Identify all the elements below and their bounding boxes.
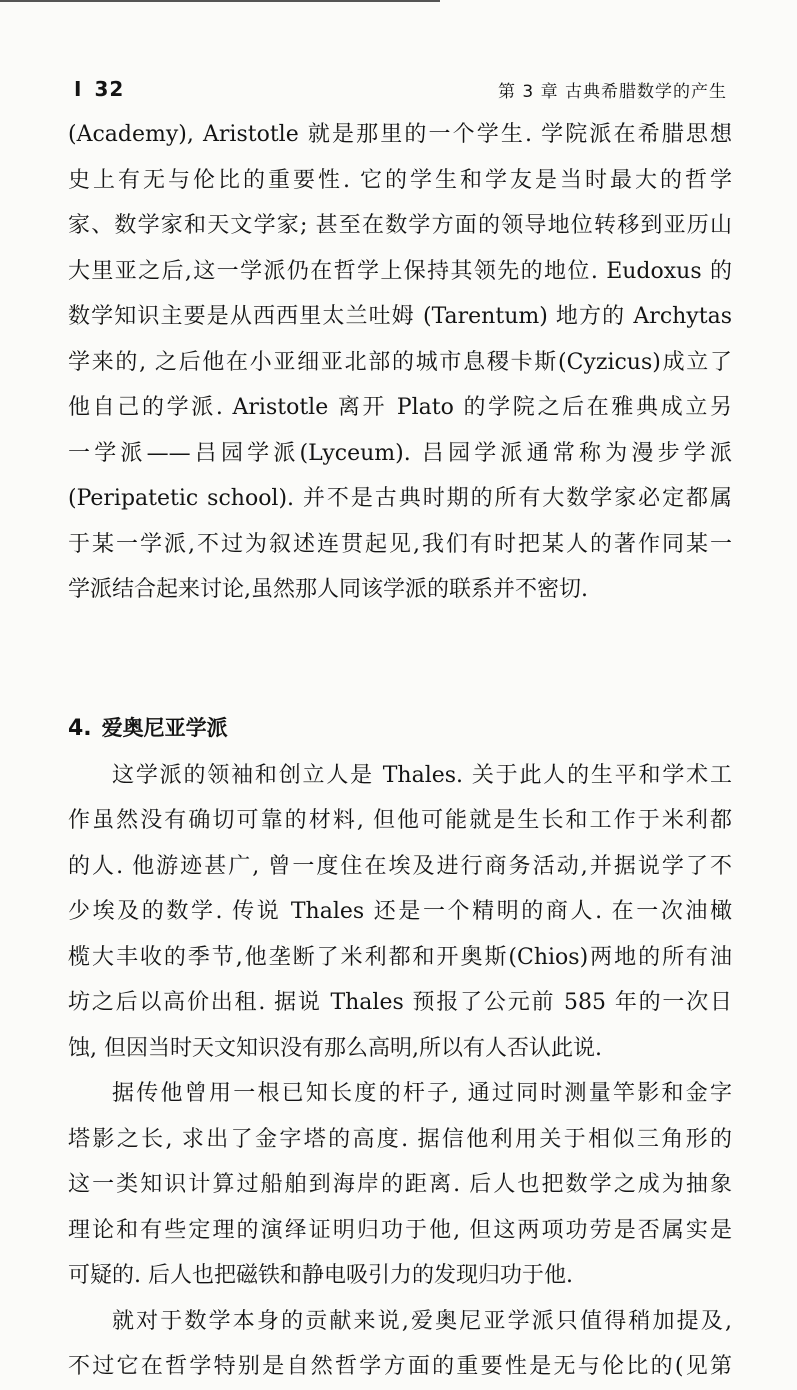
text-line: 这学派的领袖和创立人是 Thales. 关于此人的生平和学术工 [112,762,732,788]
text-line: 坊之后以高价出租. 据说 Thales 预报了公元前 585 年的一次日 [68,990,732,1015]
section-heading [68,703,732,753]
section-title: 爱奥尼亚学派 [101,715,228,740]
page-number-value: 32 [94,77,125,101]
section-number: 4. [68,715,92,741]
text-line: 学来的, 之后他在小亚细亚北部的城市息稷卡斯(Cyzicus)成立了 [68,349,732,375]
text-line: 榄大丰收的季节,他垄断了米利都和开奥斯(Chios)两地的所有油 [68,944,732,970]
top-rule [0,0,440,2]
text-line: (Academy), Aristotle 就是那里的一个学生. 学院派在希腊思想 [68,122,732,147]
paragraph-academy [68,112,732,613]
page-mark: I [74,77,83,101]
text-line: 蚀, 但因当时天文知识没有那么高明,所以有人否认此说. [68,1035,602,1061]
text-line: 作虽然没有确切可靠的材料, 但他可能就是生长和工作于米利都 [68,808,732,833]
text-line: 于某一学派,不过为叙述连贯起见,我们有时把某人的著作同某一 [68,531,732,557]
page-body [68,112,732,1390]
text-line: (Peripatetic school). 并不是古典时期的所有大数学家必定都属 [68,486,732,511]
text-line: 这一类知识计算过船舶到海岸的距离. 后人也把数学之成为抽象 [68,1172,732,1197]
text-line: 大里亚之后,这一学派仍在哲学上保持其领先的地位. Eudoxus 的 [68,258,732,284]
paragraph-pyramid [68,1071,732,1299]
paragraph-contribution [68,1299,732,1390]
text-line: 可疑的. 后人也把磁铁和静电吸引力的发现归功于他. [68,1263,573,1288]
text-line: 据传他曾用一根已知长度的杆子, 通过同时测量竿影和金字 [112,1081,732,1106]
paragraph-thales [68,753,732,1072]
text-line: 学派结合起来讨论,虽然那人同该学派的联系并不密切. [68,577,588,602]
text-line: 塔影之长, 求出了金字塔的高度. 据信他利用关于相似三角形的 [68,1126,732,1152]
section-gap [68,613,732,703]
page-number [74,77,124,101]
chapter-title: 第 3 章 古典希腊数学的产生 [497,81,727,102]
text-line: 家、数学家和天文学家; 甚至在数学方面的领导地位转移到亚历山 [68,213,732,238]
text-line: 就对于数学本身的贡献来说,爱奥尼亚学派只值得稍加提及, [112,1308,732,1334]
page-header [74,74,727,104]
text-line: 他自己的学派. Aristotle 离开 Plato 的学院之后在雅典成立另 [68,395,732,420]
text-line: 不过它在哲学特别是自然哲学方面的重要性是无与伦比的(见第 [68,1354,732,1379]
text-line: 理论和有些定理的演绎证明归功于他, 但这两项功劳是否属实是 [68,1217,732,1243]
text-line: 的人. 他游迹甚广, 曾一度住在埃及进行商务活动,并据说学了不 [68,853,732,879]
text-line: 少埃及的数学. 传说 Thales 还是一个精明的商人. 在一次油橄 [68,899,732,924]
text-line: 一学派——吕园学派(Lyceum). 吕园学派通常称为漫步学派 [68,440,732,466]
text-line: 史上有无与伦比的重要性. 它的学生和学友是当时最大的哲学 [68,167,732,193]
text-line: 数学知识主要是从西西里太兰吐姆 (Tarentum) 地方的 Archytas [68,304,732,329]
